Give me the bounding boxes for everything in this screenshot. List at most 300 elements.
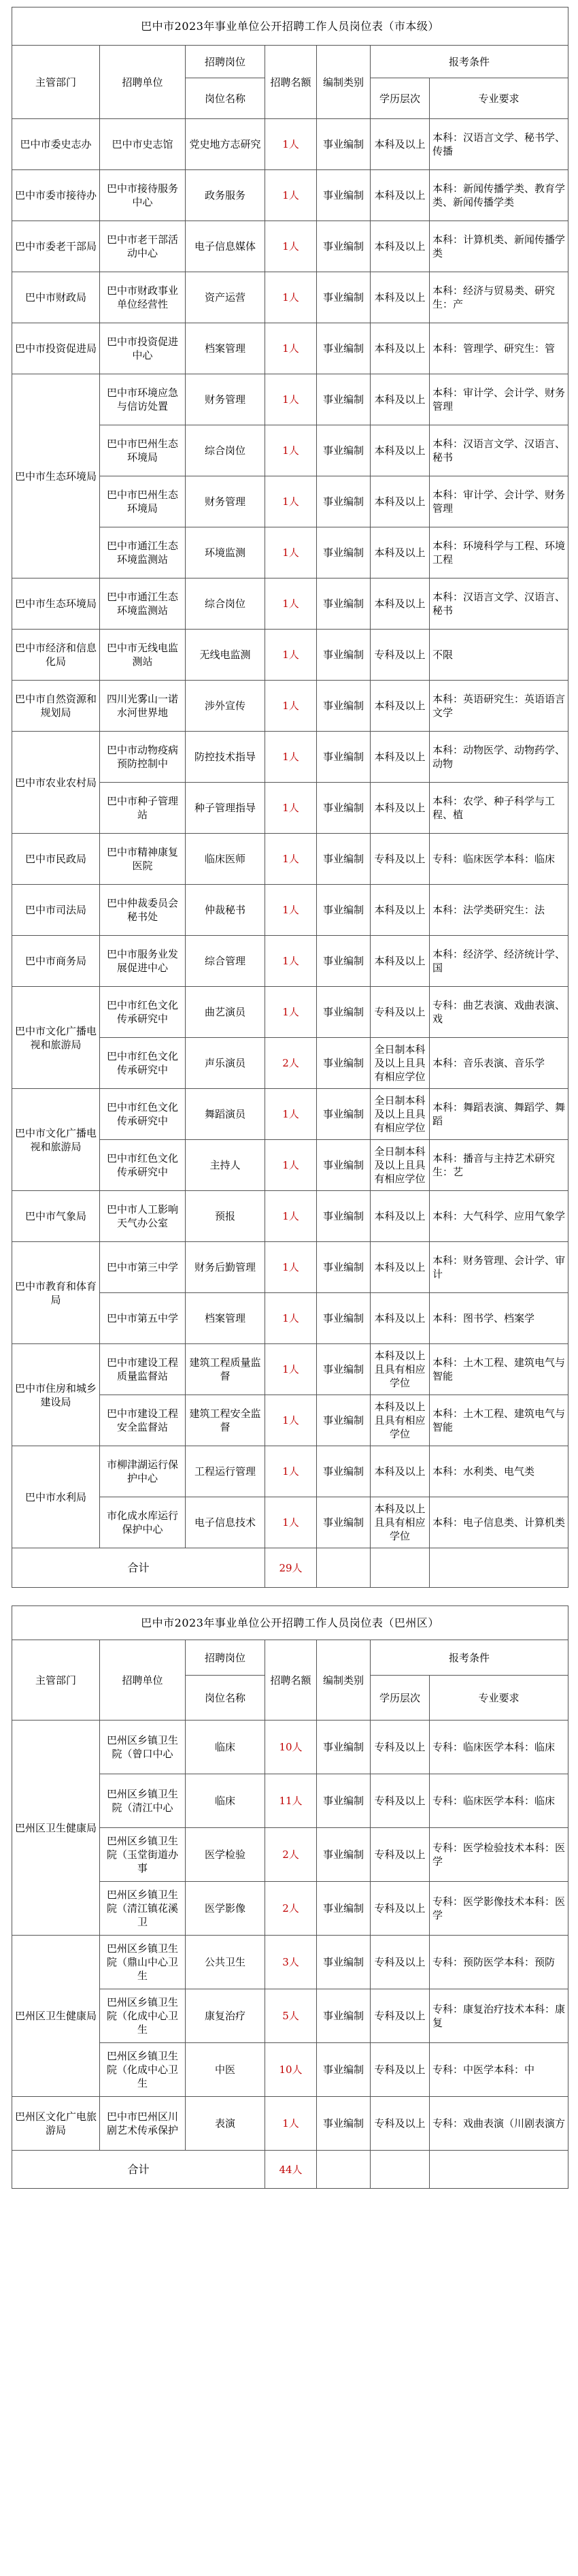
cell-unit-text: 巴中市红色文化传承研究中 [106,1152,178,1178]
table-row [12,1344,568,1395]
header-category [317,1640,371,1721]
cell-count-text: 1人 [282,1516,299,1529]
cell-major-text: 不限 [432,649,454,661]
cell-unit [100,170,186,221]
cell-major [430,527,568,578]
cell-edu [371,119,430,170]
cell-edu-text: 本科及以上 [374,1465,426,1478]
cell-count-text: 1人 [282,802,299,814]
cell-edu [371,1089,430,1140]
cell-post-text: 临床医师 [204,853,245,865]
cell-edu [371,170,430,221]
cell-category-text: 事业编制 [322,547,364,559]
cell-unit [100,1721,186,1774]
cell-category-text: 事业编制 [322,2117,364,2130]
cell-post [186,681,265,732]
cell-unit-text: 巴中市投资促进中心 [106,336,178,361]
cell-major-text: 本科：水利类、电气类 [432,1465,535,1478]
cell-category [317,425,371,476]
cell-count-text: 1人 [282,649,299,661]
cell-category-text: 事业编制 [322,444,364,457]
cell-count-text: 1人 [282,138,299,150]
cell-dept: 巴中市文化广播电视和旅游局 [12,987,100,1089]
cell-unit [100,425,186,476]
cell-dept: 巴中市委史志办 [12,119,100,170]
cell-edu [371,834,430,885]
cell-dept: 巴中市司法局 [12,885,100,936]
cell-category-text: 事业编制 [322,1414,364,1426]
cell-major [430,1936,568,1989]
cell-post [186,1293,265,1344]
cell-unit [100,578,186,630]
table1-body [12,119,568,1548]
cell-count-text: 11人 [279,1795,303,1807]
table-row [12,885,568,936]
cell-major-text: 本科：土木工程、建筑电气与智能 [432,1407,566,1433]
cell-category [317,1191,371,1242]
cell-edu [371,1936,430,1989]
cell-edu-text: 本科及以上 [374,1210,426,1222]
cell-count-text: 10人 [279,1741,303,1753]
cell-edu-text: 专科及以上 [374,1848,426,1861]
cell-category [317,170,371,221]
cell-edu-text: 本科及以上 [374,291,426,304]
cell-major [430,1721,568,1774]
cell-count [265,578,317,630]
cell-edu [371,2043,430,2097]
cell-count-text: 3人 [282,1956,299,1968]
cell-edu [371,2097,430,2151]
cell-count-text: 1人 [282,598,299,610]
cell-major-text: 本科：农学、种子科学与工程、植 [432,795,556,821]
cell-category-text: 事业编制 [322,1312,364,1324]
cell-post [186,119,265,170]
cell-count-text: 1人 [282,240,299,252]
cell-category [317,272,371,323]
cell-unit-text: 巴中市通江生态环境监测站 [106,540,178,566]
cell-dept: 巴中市文化广播电视和旅游局 [12,1089,100,1191]
cell-unit-text: 巴中市第五中学 [106,1312,178,1324]
cell-count [265,1140,317,1191]
cell-category [317,1828,371,1882]
cell-unit [100,1828,186,1882]
cell-major [430,1395,568,1446]
cell-unit [100,1344,186,1395]
cell-unit [100,1446,186,1497]
cell-category [317,834,371,885]
table1-total-label: 合计 [12,1548,265,1588]
cell-major-text: 本科：审计学、会计学、财务管理 [432,387,566,412]
cell-post-text: 预报 [214,1210,235,1222]
table-row [12,1446,568,1497]
cell-major [430,1446,568,1497]
cell-post [186,1882,265,1936]
cell-unit [100,1936,186,1989]
header-cond-group: 报考条件 [371,46,568,78]
cell-unit-text: 市化成水库运行保护中心 [106,1510,178,1535]
cell-unit [100,527,186,578]
table2-body [12,1721,568,2151]
header-category-label: 编制类别 [322,76,364,88]
cell-major [430,630,568,681]
cell-category-text: 事业编制 [322,1108,364,1120]
cell-major [430,119,568,170]
table-row [12,272,568,323]
cell-unit [100,272,186,323]
cell-post-text: 环境监测 [204,547,245,559]
cell-major-text: 本科：土木工程、建筑电气与智能 [432,1356,566,1382]
cell-count [265,1936,317,1989]
cell-post [186,221,265,272]
table-row [12,170,568,221]
cell-category-text: 事业编制 [322,1516,364,1529]
header-category [317,46,371,119]
cell-post [186,1242,265,1293]
cell-edu [371,732,430,783]
cell-count [265,630,317,681]
cell-category-text: 事业编制 [322,1210,364,1222]
cell-category [317,1882,371,1936]
cell-dept: 巴中市住房和城乡建设局 [12,1344,100,1446]
cell-dept: 巴中市经济和信息化局 [12,630,100,681]
cell-unit [100,681,186,732]
cell-major-text: 本科：汉语言文学、汉语言、秘书 [432,438,566,463]
cell-unit-text: 巴州区乡镇卫生院（鼎山中心卫生 [106,1942,178,1982]
cell-count-text: 2人 [282,1848,299,1861]
header-count-label: 招聘名额 [270,1674,311,1686]
cell-edu-text: 专科及以上 [374,1956,426,1968]
table-row [12,834,568,885]
cell-count-text: 1人 [282,1108,299,1120]
cell-dept: 巴中市生态环境局 [12,374,100,578]
cell-edu [371,987,430,1038]
cell-post-text: 财务管理 [204,393,245,406]
cell-category-text: 事业编制 [322,904,364,916]
cell-major [430,476,568,527]
cell-major [430,2097,568,2151]
cell-edu-text: 本科及以上 [374,1312,426,1324]
table-row [12,1191,568,1242]
cell-category-text: 事业编制 [322,598,364,610]
cell-major-text: 本科：英语研究生：英语语言文学 [432,693,566,719]
cell-edu-text: 专科及以上 [374,1902,426,1914]
cell-post [186,425,265,476]
cell-category-text: 事业编制 [322,1956,364,1968]
cell-category-text: 事业编制 [322,342,364,355]
cell-edu [371,630,430,681]
cell-post [186,323,265,374]
header-category-label: 编制类别 [322,1674,364,1686]
cell-unit [100,936,186,987]
cell-major [430,732,568,783]
cell-unit-text: 巴中市动物疫病预防控制中 [106,744,178,770]
table1-title: 巴中市2023年事业单位公开招聘工作人员岗位表（市本级） [12,7,568,46]
cell-post [186,1989,265,2043]
cell-post-text: 中医 [214,2064,235,2076]
table-row [12,221,568,272]
cell-major-text: 本科：电子信息类、计算机类 [432,1516,566,1529]
cell-edu [371,1038,430,1089]
cell-count [265,2043,317,2097]
cell-edu [371,1882,430,1936]
table-row [12,1721,568,1774]
cell-category-text: 事业编制 [322,700,364,712]
cell-category [317,374,371,425]
cell-post [186,527,265,578]
cell-category-text: 事业编制 [322,649,364,661]
cell-count-text: 1人 [282,853,299,865]
cell-category [317,1395,371,1446]
cell-unit [100,630,186,681]
cell-category [317,1242,371,1293]
cell-unit [100,323,186,374]
cell-post [186,1721,265,1774]
header-dept: 主管部门 [12,1640,100,1721]
cell-major [430,2043,568,2097]
table-row [12,1936,568,1989]
cell-category [317,119,371,170]
cell-major [430,1497,568,1548]
cell-dept: 巴中市自然资源和规划局 [12,681,100,732]
cell-category-text: 事业编制 [322,1848,364,1861]
cell-edu-text: 全日制本科及以上且具有相应学位 [374,1145,426,1185]
cell-count [265,732,317,783]
cell-post [186,987,265,1038]
cell-unit-text: 巴中市老干部活动中心 [106,233,178,259]
cell-count-text: 1人 [282,1465,299,1478]
cell-category [317,885,371,936]
cell-edu [371,1242,430,1293]
cell-post-text: 建筑工程安全监督 [189,1407,261,1433]
cell-post-text: 临床 [214,1795,235,1807]
cell-unit-text: 四川光雾山一诺水河世界地 [106,693,178,719]
cell-major-text: 本科：财务管理、会计学、审计 [432,1254,566,1280]
cell-dept: 巴中市水利局 [12,1446,100,1548]
cell-edu [371,1497,430,1548]
cell-post-text: 财务后勤管理 [194,1261,256,1273]
cell-unit-text: 市柳津湖运行保护中心 [106,1458,178,1484]
cell-category [317,1089,371,1140]
cell-edu [371,885,430,936]
cell-category [317,578,371,630]
table2-total-empty [317,2151,371,2189]
cell-major-text: 专科：康复治疗技术本科：康复 [432,2003,566,2029]
cell-unit-text: 巴中市接待服务中心 [106,182,178,208]
table-row [12,630,568,681]
cell-post-text: 综合岗位 [204,444,245,457]
cell-category [317,783,371,834]
cell-post [186,1191,265,1242]
cell-edu-text: 本科及以上 [374,751,426,763]
cell-count-text: 1人 [282,1363,299,1375]
header-count [265,46,317,119]
cell-edu [371,578,430,630]
cell-edu-text: 本科及以上且具有相应学位 [374,1503,426,1542]
cell-major-text: 本科：新闻传播学类、教育学类、新闻传播学类 [432,182,566,208]
cell-unit [100,2043,186,2097]
cell-edu-text: 本科及以上 [374,495,426,508]
cell-post [186,2043,265,2097]
cell-count-text: 1人 [282,342,299,355]
cell-post [186,1038,265,1089]
cell-edu-text: 本科及以上 [374,342,426,355]
cell-major [430,1774,568,1828]
cell-major [430,1882,568,1936]
cell-edu [371,272,430,323]
cell-edu [371,1989,430,2043]
cell-edu [371,425,430,476]
cell-category [317,987,371,1038]
cell-category-text: 事业编制 [322,2064,364,2076]
cell-post [186,885,265,936]
cell-edu-text: 本科及以上 [374,444,426,457]
cell-unit [100,1191,186,1242]
cell-edu [371,936,430,987]
cell-edu [371,1446,430,1497]
cell-unit [100,1774,186,1828]
cell-edu-text: 专科及以上 [374,1741,426,1753]
cell-edu [371,476,430,527]
cell-major [430,221,568,272]
cell-count-text: 1人 [282,495,299,508]
cell-unit-text: 巴中仲裁委员会秘书处 [106,897,178,923]
cell-dept: 巴中市民政局 [12,834,100,885]
cell-count [265,170,317,221]
table1-total-empty [317,1548,371,1588]
cell-edu [371,1774,430,1828]
header-major: 专业要求 [430,1676,568,1721]
cell-post-text: 建筑工程质量监督 [189,1356,261,1382]
cell-count [265,119,317,170]
table-row [12,732,568,783]
table-row [12,119,568,170]
cell-major-text: 专科：戏曲表演（川剧表演方 [432,2117,566,2130]
cell-post [186,1828,265,1882]
cell-post-text: 康复治疗 [204,2010,245,2022]
cell-unit [100,374,186,425]
cell-category-text: 事业编制 [322,1057,364,1069]
cell-edu-text: 全日制本科及以上且具有相应学位 [374,1094,426,1134]
cell-post [186,1446,265,1497]
cell-major-text: 本科：动物医学、动物药学、动物 [432,744,566,770]
cell-unit-text: 巴中市红色文化传承研究中 [106,1050,178,1076]
cell-edu [371,681,430,732]
cell-dept: 巴中市商务局 [12,936,100,987]
cell-category [317,2097,371,2151]
table-row [12,987,568,1038]
cell-count-text: 1人 [282,393,299,406]
cell-major-text: 专科：医学检验技术本科：医学 [432,1842,566,1868]
cell-count-text: 1人 [282,2117,299,2130]
cell-count [265,1828,317,1882]
cell-unit [100,885,186,936]
cell-category-text: 事业编制 [322,291,364,304]
cell-post [186,272,265,323]
cell-major-text: 本科：法学类研究生：法 [432,904,545,916]
cell-dept: 巴州区卫生健康局 [12,1721,100,1936]
cell-unit-text: 巴州区乡镇卫生院（化成中心卫生 [106,2050,178,2089]
cell-post-text: 资产运营 [204,291,245,304]
cell-edu [371,1395,430,1446]
cell-major [430,578,568,630]
cell-unit [100,1882,186,1936]
cell-count [265,1242,317,1293]
cell-edu [371,221,430,272]
cell-major-text: 专科：医学影像技术本科：医学 [432,1895,566,1921]
cell-count-text: 1人 [282,1159,299,1171]
cell-count-text: 1人 [282,291,299,304]
cell-count [265,221,317,272]
table-row [12,578,568,630]
cell-count [265,272,317,323]
cell-category-text: 事业编制 [322,189,364,201]
table1-total-empty [371,1548,430,1588]
cell-post-text: 医学检验 [204,1848,245,1861]
table1-total-value: 29人 [265,1548,317,1588]
cell-post [186,2097,265,2151]
cell-count [265,1882,317,1936]
cell-major-text: 专科：临床医学本科：临床 [432,1741,556,1753]
cell-post-text: 舞蹈演员 [204,1108,245,1120]
cell-unit-text: 巴中市服务业发展促进中心 [106,948,178,974]
cell-major-text: 本科：计算机类、新闻传播学类 [432,233,566,259]
cell-category-text: 事业编制 [322,1159,364,1171]
cell-category-text: 事业编制 [322,802,364,814]
cell-count [265,1293,317,1344]
cell-count [265,936,317,987]
cell-count [265,1774,317,1828]
cell-unit [100,476,186,527]
table-row [12,323,568,374]
table-row [12,1089,568,1140]
cell-count [265,1089,317,1140]
cell-category [317,1989,371,2043]
cell-dept: 巴中市农业农村局 [12,732,100,834]
cell-edu [371,527,430,578]
cell-unit [100,732,186,783]
cell-unit-text: 巴中市无线电监测站 [106,642,178,668]
cell-post-text: 综合岗位 [204,598,245,610]
cell-unit-text: 巴州区乡镇卫生院（清江镇花溪卫 [106,1889,178,1928]
cell-dept: 巴州区卫生健康局 [12,1936,100,2097]
cell-dept: 巴中市投资促进局 [12,323,100,374]
cell-unit-text: 巴州区乡镇卫生院（玉堂街道办事 [106,1835,178,1874]
cell-dept: 巴中市生态环境局 [12,578,100,630]
cell-edu-text: 全日制本科及以上且具有相应学位 [374,1043,426,1083]
cell-major [430,783,568,834]
cell-edu-text: 专科及以上 [374,2064,426,2076]
cell-count [265,527,317,578]
cell-post-text: 电子信息技术 [194,1516,256,1529]
cell-major-text: 本科：图书学、档案学 [432,1312,535,1324]
cell-dept: 巴中市委市接待办 [12,170,100,221]
cell-category-text: 事业编制 [322,1465,364,1478]
cell-unit-text: 巴中市巴州生态环境局 [106,438,178,463]
table1-total-empty [430,1548,568,1588]
cell-post-text: 档案管理 [204,1312,245,1324]
cell-unit-text: 巴中市建设工程质量监督站 [106,1356,178,1382]
cell-category [317,2043,371,2097]
cell-major-text: 本科：汉语言文学、秘书学、传播 [432,131,566,157]
cell-post-text: 涉外宣传 [204,700,245,712]
cell-unit [100,1038,186,1089]
cell-category [317,630,371,681]
cell-unit-text: 巴州区乡镇卫生院（曾口中心 [106,1734,178,1760]
cell-count-text: 1人 [282,1312,299,1324]
cell-unit [100,1242,186,1293]
cell-category [317,1721,371,1774]
cell-category [317,1446,371,1497]
